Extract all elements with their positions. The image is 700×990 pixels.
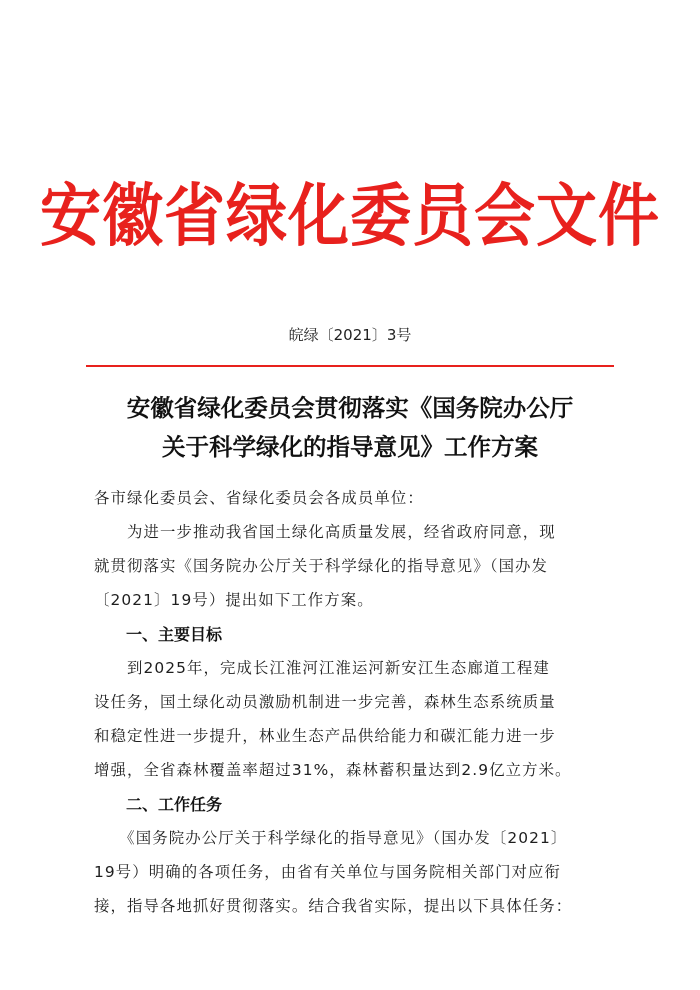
tasks-line: 接，指导各地抓好贯彻落实。结合我省实际，提出以下具体任务： xyxy=(94,897,573,915)
goals-line: 到2025年，完成长江淮河江淮运河新安江生态廊道工程建 xyxy=(94,659,550,677)
goals-line: 和稳定性进一步提升，林业生态产品供给能力和碳汇能力进一步 xyxy=(94,727,556,745)
section-heading-tasks: 二、工作任务 xyxy=(126,795,223,814)
tasks-line: 19号）明确的各项任务，由省有关单位与国务院相关部门对应衔 xyxy=(94,863,562,881)
document-title-line-1: 安徽省绿化委员会贯彻落实《国务院办公厅 xyxy=(126,394,574,422)
intro-line: 就贯彻落实《国务院办公厅关于科学绿化的指导意见》（国办发 xyxy=(94,557,549,575)
masthead-title: 安徽省绿化委员会文件 xyxy=(39,176,660,257)
document-title-line-2: 关于科学绿化的指导意见》工作方案 xyxy=(162,433,538,461)
goals-line: 增强，全省森林覆盖率超过31%，森林蓄积量达到2.9亿立方米。 xyxy=(94,761,572,779)
section-heading-goals: 一、主要目标 xyxy=(126,625,223,644)
red-separator-line xyxy=(86,365,614,367)
document-number: 皖绿〔2021〕3号 xyxy=(288,326,412,344)
intro-line: 〔2021〕19号）提出如下工作方案。 xyxy=(94,591,374,609)
intro-line: 为进一步推动我省国土绿化高质量发展，经省政府同意，现 xyxy=(94,523,556,541)
goals-line: 设任务，国土绿化动员激励机制进一步完善，森林生态系统质量 xyxy=(94,693,556,711)
tasks-line: 《国务院办公厅关于科学绿化的指导意见》（国办发〔2021〕 xyxy=(94,829,568,847)
salutation: 各市绿化委员会、省绿化委员会各成员单位： xyxy=(94,489,424,507)
